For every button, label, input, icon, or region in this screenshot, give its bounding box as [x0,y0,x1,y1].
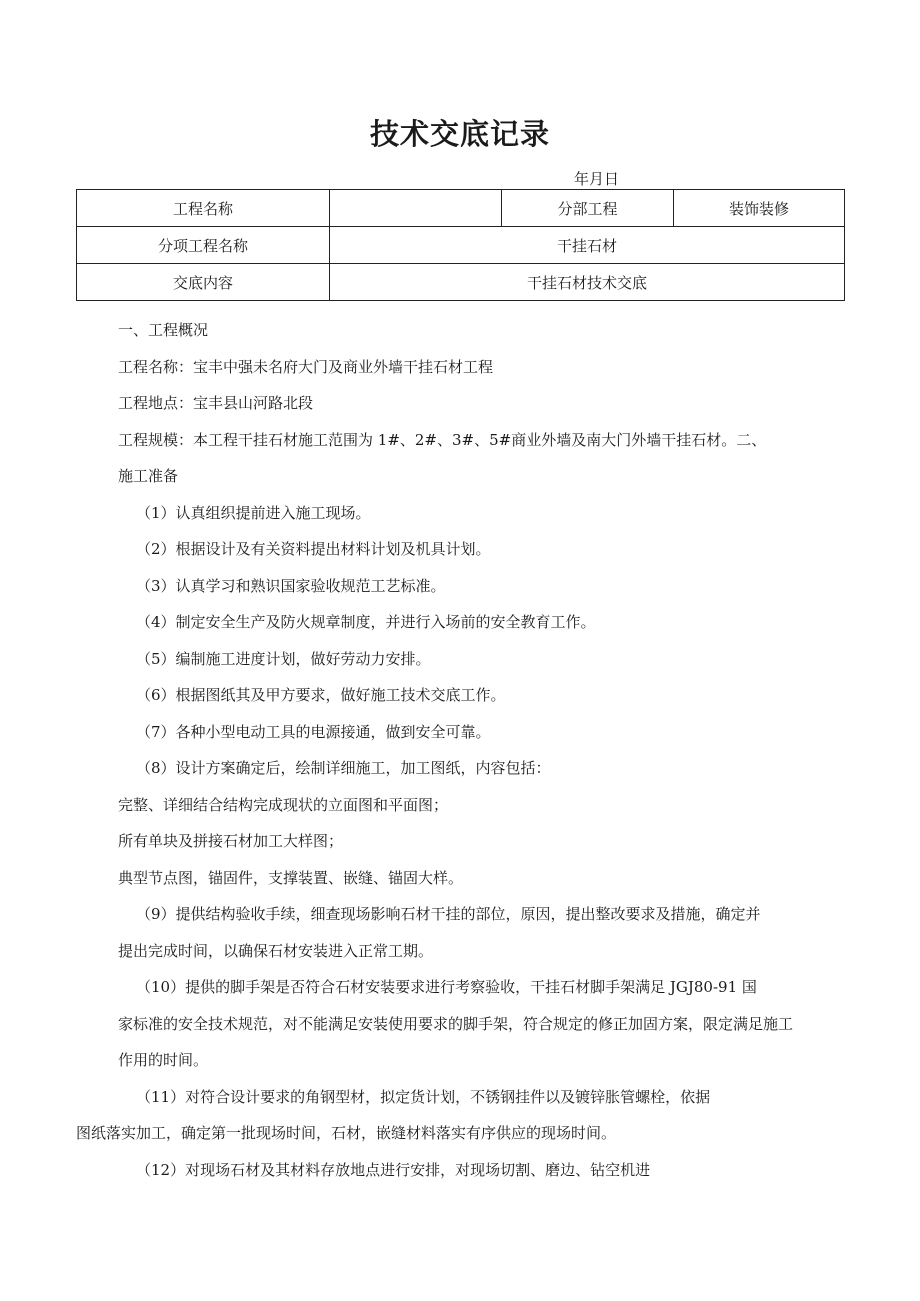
content-value: 干挂石材技术交底 [330,264,845,301]
info-table [76,189,845,301]
content-label: 交底内容 [77,264,330,301]
item-11-line: 图纸落实加工，确定第一批现场时间，石材，嵌缝材料落实有序供应的现场时间。 [76,1124,617,1142]
division-label: 分部工程 [502,190,674,227]
item-9-line: （9）提供结构验收手续，细查现场影响石材干挂的部位，原因，提出整改要求及措施，确定并 [136,905,761,923]
project-scale-line: 工程规模：本工程干挂石材施工范围为 1#、2#、3#、5#商业外墙及南大门外墙干挂石材。二、 [118,430,767,449]
project-name-value [330,190,502,227]
table-row [77,190,845,227]
sub-line: 典型节点图，锚固件，支撑装置、嵌缝、锚固大样。 [118,868,464,887]
list-item: （1）认真组织提前进入施工现场。 [136,503,371,522]
section-heading: 施工准备 [118,467,179,485]
item-9-line: 提出完成时间，以确保石材安装进入正常工期。 [118,941,434,960]
sub-item-value: 干挂石材 [330,227,845,264]
division-value: 装饰装修 [674,190,845,227]
list-item: （5）编制施工进度计划，做好劳动力安排。 [136,649,431,668]
table-row [77,227,845,264]
item-12-line: （12）对现场石材及其材料存放地点进行安排，对现场切割、磨边、钻空机进 [136,1160,651,1179]
sub-line: 所有单块及拼接石材加工大样图； [118,832,344,850]
list-item: （8）设计方案确定后，绘制详细施工，加工图纸，内容包括： [136,759,551,777]
table-row [77,264,845,301]
document-body [76,312,845,1188]
page-title: 技术交底记录 [369,117,550,151]
list-item: （6）根据图纸其及甲方要求，做好施工技术交底工作。 [136,686,506,704]
section-heading: 一、工程概况 [118,321,209,339]
project-name-label: 工程名称 [77,190,330,227]
date-label: 年月日 [574,170,620,188]
list-item: （7）各种小型电动工具的电源接通，做到安全可靠。 [136,722,491,741]
item-11-line: （11）对符合设计要求的角钢型材，拟定货计划，不锈钢挂件以及镀锌胀管螺栓，依据 [136,1087,711,1106]
list-item: （3）认真学习和熟识国家验收规范工艺标准。 [136,576,446,595]
project-location-line: 工程地点：宝丰县山河路北段 [118,394,314,412]
list-item: （2）根据设计及有关资料提出材料计划及机具计划。 [136,540,491,558]
sub-line: 完整、详细结合结构完成现状的立面图和平面图； [118,795,449,814]
sub-item-label: 分项工程名称 [77,227,330,264]
item-10-line: 家标准的安全技术规范，对不能满足安装使用要求的脚手架，符合规定的修正加固方案，限定满足施工 [118,1014,794,1033]
item-10-line: 作用的时间。 [118,1051,209,1069]
item-10-line: （10）提供的脚手架是否符合石材安装要求进行考察验收，干挂石材脚手架满足 JGJ80-91 国 [136,978,757,996]
list-item: （4）制定安全生产及防火规章制度，并进行入场前的安全教育工作。 [136,613,596,631]
project-name-line: 工程名称：宝丰中强未名府大门及商业外墙干挂石材工程 [118,357,494,376]
